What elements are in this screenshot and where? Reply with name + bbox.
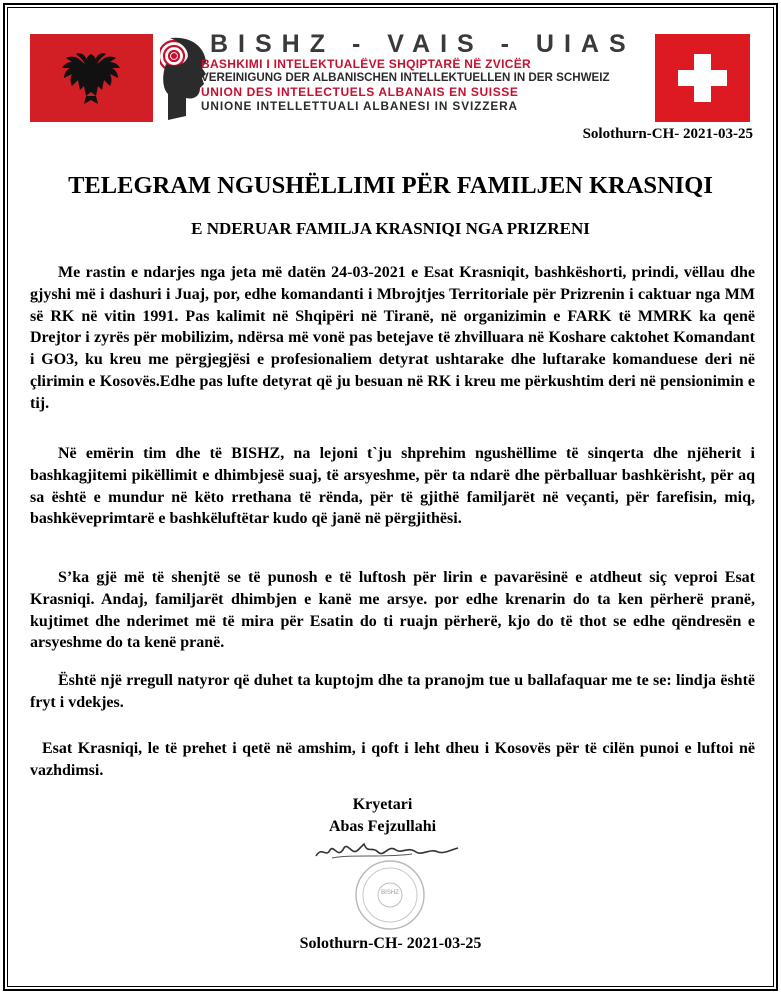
org-line-french: UNION DES INTELECTUELS ALBANAIS EN SUISSE	[201, 85, 519, 99]
paragraph-4: Është një rregull natyror që duhet ta kuptojm dhe ta pranojm tue u ballafaquar me te se: lindja është fryt i vdekjes.	[30, 672, 755, 711]
swiss-flag-icon	[655, 34, 750, 122]
albania-flag-icon	[30, 34, 153, 122]
signer-role: Kryetari	[352, 796, 413, 813]
org-line-albanian: BASHKIMI I INTELEKTUALËVE SHQIPTARË NË ZVICËR	[201, 57, 531, 71]
stamp-text: BISHZ	[381, 890, 399, 896]
document-title: TELEGRAM NGUSHËLLIMI PËR FAMILJEN KRASNIQI	[68, 172, 713, 199]
org-abbrev: BISHZ - VAIS - UIAS	[210, 30, 636, 58]
org-stamp	[353, 858, 427, 932]
paragraph-5: Esat Krasniqi, le të prehet i qetë në amshim, i qoft i leht dheu i Kosovës për të cilën punoi e luftoi në vazhdimsi.	[30, 740, 755, 779]
paragraph-3: S’ka gjë më të shenjtë se të punosh e të luftosh për lirin e pavarësinë e atdheut siç veproi Esat Krasniqi. Andaj, familjarët dhimbjen e kanë me arsye. por edhe krenarin do ta ken përherë pranë, kujtimet dhe nderimet më të mira për Esatin do ti ruajn përherë, kjo do të thot se edhe qëndresën e arsyeshme do ta kenë pranë.	[30, 569, 755, 652]
date-top: Solothurn-CH- 2021-03-25	[582, 126, 753, 142]
paragraph-1: Me rastin e ndarjes nga jeta më datën 24-03-2021 e Esat Krasniqit, bashkëshorti, prindi, vëllau dhe gjyshi më i dashuri i Juaj, por, edhe komandanti i Mbrojtjes Territoriale për Prizrenin i caktuar nga MM së RK në vitin 1991. Pas kalimit në Shqipëri në Tiranë, në organizimin e FARK të MMRK ka qenë Drejtor i zyrës për mobilizim, ndërsa më vonë pas betejave të zhvilluara në Koshare caktohet Komandant i GO3, ku kreu me përgjegjësi e profesionaliem detyrat ushtarake dhe luftarake komanduese deri në çlirimin e Kosovës.Edhe pas lufte detyrat që ju besuan në RK i kreu me përkushtim deri në pensionimin e tij.	[30, 264, 755, 412]
org-line-italian: UNIONE INTELLETTUALI ALBANESI IN SVIZZERA	[201, 99, 518, 113]
document-subtitle: E NDERUAR FAMILJA KRASNIQI NGA PRIZRENI	[191, 219, 590, 238]
org-line-german: VEREINIGUNG DER ALBANISCHEN INTELLEKTUELLEN IN DER SCHWEIZ	[201, 71, 610, 84]
date-bottom: Solothurn-CH- 2021-03-25	[299, 935, 482, 952]
signer-name: Abas Fejzullahi	[328, 818, 437, 835]
paragraph-2: Në emërin tim dhe të BISHZ, na lejoni t`ju shprehim ngushëllime të sinqerta dhe njëherit i bashkagjitemi pikëllimit e dhimbjesë suaj, të arsyeshme, për ta ndarë dhe përballuar bashkërisht, për aq sa është e mundur në këto rrethana të rënda, për të gjithë familjarët në veçanti, për farefisin, miq, bashkëveprimtarë e bashkëluftëtar kudo që janë në përgjithësi.	[30, 445, 755, 528]
